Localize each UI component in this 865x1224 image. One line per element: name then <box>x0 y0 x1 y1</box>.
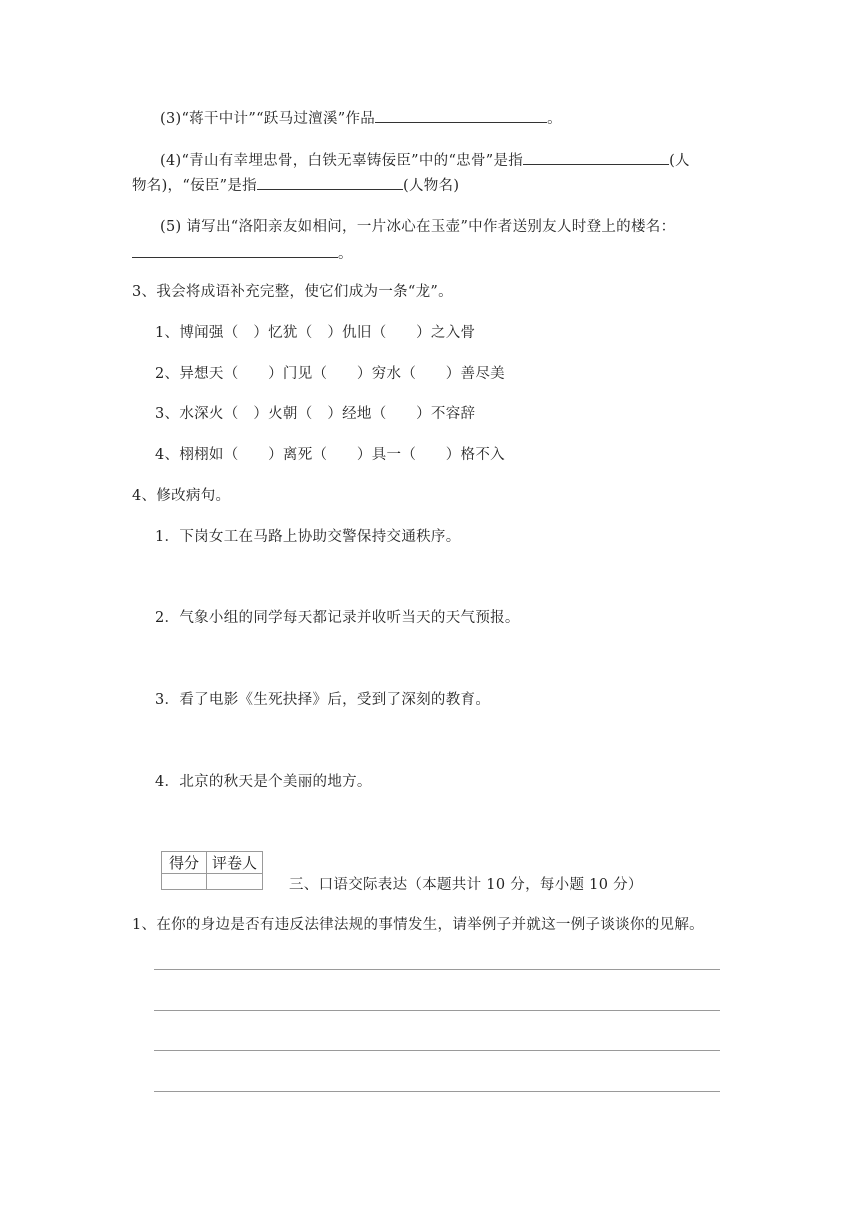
score-box <box>161 851 263 890</box>
grader-cell[interactable] <box>207 874 263 890</box>
question-4-blank-1[interactable] <box>523 150 669 165</box>
sentence-item-2: 2．气象小组的同学每天都记录并收听当天的天气预报。 <box>155 610 520 626</box>
question-4-text-c: 物名)，“佞臣”是指 <box>132 178 257 194</box>
answer-line-1[interactable] <box>154 969 720 970</box>
question-4-line-1 <box>160 150 690 171</box>
question-3-blank[interactable] <box>375 108 547 123</box>
sentence-item-4: 4．北京的秋天是个美丽的地方。 <box>155 774 372 790</box>
question-5-line-2 <box>132 243 353 264</box>
question-4-text-b: (人 <box>669 153 690 169</box>
idiom-row-4: 4、栩栩如（ ）离死（ ）具一（ ）格不入 <box>155 447 505 463</box>
score-label: 得分 <box>162 852 207 874</box>
sentences-heading: 4、修改病句。 <box>132 488 231 504</box>
section-3-question: 1、在你的身边是否有违反法律法规的事情发生，请举例子并就这一例子谈谈你的见解。 <box>132 917 704 933</box>
answer-line-3[interactable] <box>154 1050 720 1051</box>
answer-line-4[interactable] <box>154 1091 720 1092</box>
score-cell[interactable] <box>162 874 207 890</box>
answer-line-2[interactable] <box>154 1010 720 1011</box>
sentence-item-1: 1．下岗女工在马路上协助交警保持交通秩序。 <box>155 529 461 545</box>
question-5-text: (5) 请写出“洛阳亲友如相问，一片冰心在玉壶”中作者送别友人时登上的楼名： <box>160 219 676 235</box>
grader-label: 评卷人 <box>207 852 263 874</box>
question-5-blank[interactable] <box>132 243 338 258</box>
question-4-text-d: (人物名) <box>402 178 460 194</box>
question-5-line-1 <box>160 217 675 237</box>
question-3 <box>160 108 562 129</box>
section-3-title: 三、口语交际表达（本题共计 10 分，每小题 10 分） <box>289 877 643 893</box>
idiom-row-3: 3、水深火（ ）火朝（ ）经地（ ）不容辞 <box>155 406 476 422</box>
question-3-end: 。 <box>547 111 562 127</box>
question-3-text: (3)“蒋干中计”“跃马过澶溪”作品 <box>160 111 376 127</box>
idiom-row-1: 1、博闻强（ ）忆犹（ ）仇旧（ ）之入骨 <box>155 325 476 341</box>
idioms-heading: 3、我会将成语补充完整，使它们成为一条“龙”。 <box>132 284 453 300</box>
sentence-item-3: 3．看了电影《生死抉择》后，受到了深刻的教育。 <box>155 692 491 708</box>
question-4-text-a: (4)“青山有幸埋忠骨，白铁无辜铸佞臣”中的“忠骨”是指 <box>160 153 524 169</box>
question-4-blank-2[interactable] <box>257 175 403 190</box>
question-4-line-2 <box>132 175 459 196</box>
idiom-row-2: 2、异想天（ ）门见（ ）穷水（ ）善尽美 <box>155 366 505 382</box>
question-5-end: 。 <box>338 246 353 262</box>
